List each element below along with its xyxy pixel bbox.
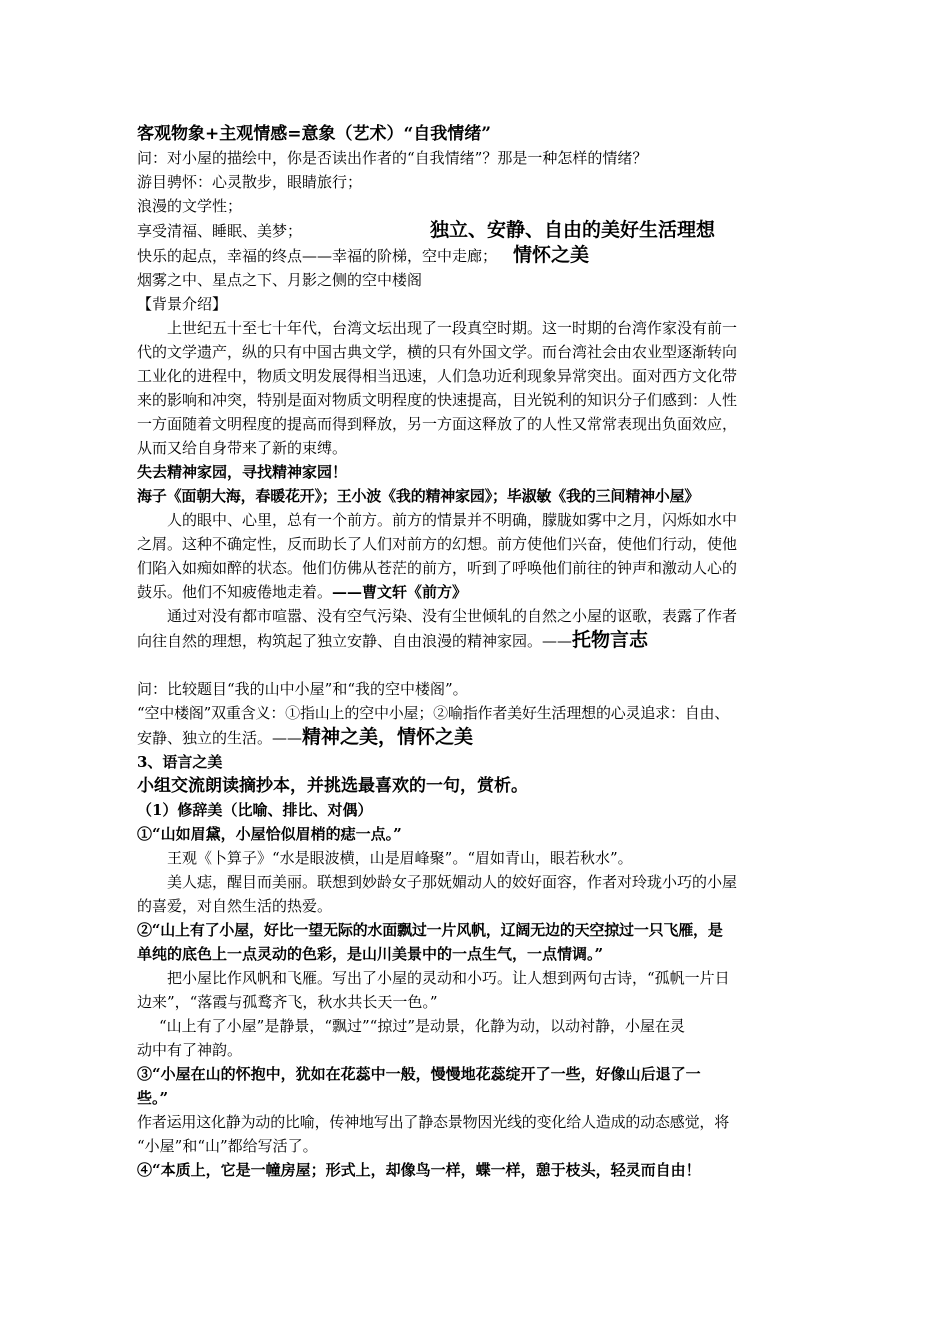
qianfang-line: 们陷入如痴如醉的状态。他们仿佛从苍茫的前方，听到了呼唤他们前往的钟声和激动人心的: [137, 559, 738, 577]
background-line: 代的文学遗产，纵的只有中国古典文学，横的只有外国文学。而台湾社会由农业型逐渐转向: [137, 343, 738, 361]
highlight-ideal: 独立、安静、自由的美好生活理想: [430, 219, 716, 241]
background-title: 【背景介绍】: [137, 295, 228, 313]
highlight-jingshen: 精神之美，情怀之美: [302, 726, 474, 748]
ode-line: [137, 628, 827, 653]
sentence-1-analysis: 王观《卜算子》“水是眼波横，山是眉峰聚”。“眉如青山，眼若秋水”。: [167, 849, 633, 867]
qianfang-last-text: 鼓乐。他们不知疲倦地走着。: [137, 583, 333, 601]
ode-line: 通过对没有都市喧嚣、没有空气污染、没有尘世倾轧的自然之小屋的讴歌，表露了作者: [167, 607, 738, 625]
background-line: 上世纪五十至七十年代，台湾文坛出现了一段真空时期。这一时期的台湾作家没有前一: [167, 319, 738, 337]
sentence-2-quote: ②“山上有了小屋，好比一望无际的水面飘过一片风帆，辽阔无边的天空掠过一只飞雁，是: [137, 921, 723, 939]
lost-home-heading: 失去精神家园，寻找精神家园！: [137, 463, 348, 481]
sentence-2-analysis: 边来”，“落霞与孤鹜齐飞，秋水共长天一色。”: [137, 993, 438, 1011]
blank-line: [137, 653, 827, 677]
qianfang-source: ——曹文轩《前方》: [332, 583, 468, 601]
sentence-1-quote: ①“山如眉黛，小屋恰似眉梢的痣一点。”: [137, 825, 402, 843]
sentence-3-quote: ③“小屋在山的怀抱中，犹如在花蕊中一般，慢慢地花蕊绽开了一些，好像山后退了一: [137, 1065, 701, 1083]
qianfang-line: 之屑。这种不确定性，反而助长了人们对前方的幻想。前方使他们兴奋，使他们行动，使他: [137, 535, 738, 553]
sentence-1-analysis: 的喜爱，对自然生活的热爱。: [137, 897, 333, 915]
heading-imagery-formula: 客观物象+主观情感=意象（艺术）“自我情绪”: [137, 124, 492, 144]
section-3-title: 3、语言之美: [137, 753, 223, 771]
para-xiangshou: [137, 218, 827, 243]
document-page: [137, 122, 827, 1182]
sentence-2-quote: 单纯的底色上一点灵动的色彩，是山川美景中的一点生气，一点情调。”: [137, 945, 604, 963]
sentence-3-quote: 些。”: [137, 1089, 169, 1107]
para-youmu: 游目骋怀：心灵散步，眼睛旅行；: [137, 173, 363, 191]
rhetoric-heading: （1）修辞美（比喻、排比、对偶）: [137, 801, 373, 819]
qianfang-line: 人的眼中、心里，总有一个前方。前方的情景并不明确，朦胧如雾中之月，闪烁如水中: [167, 511, 738, 529]
sentence-1-analysis: 美人痣，醒目而美丽。联想到妙龄女子那妩媚动人的姣好面容，作者对玲珑小巧的小屋: [167, 873, 738, 891]
para-xiangshou-text: 享受清福、睡眠、美梦；: [137, 222, 303, 240]
para-kuaile: [137, 243, 827, 268]
sentence-3-analysis: “小屋”和“山”都给写活了。: [137, 1137, 318, 1155]
ode-line-text: 向往自然的理想，构筑起了独立安静、自由浪漫的精神家园。——: [137, 632, 573, 650]
works-list: 海子《面朝大海，春暖花开》；王小波《我的精神家园》；毕淑敏《我的三间精神小屋》: [137, 487, 700, 505]
background-line: 工业化的进程中，物质文明发展得相当迅速，人们急功近利现象异常突出。面对西方文化带: [137, 367, 738, 385]
kongzhong-line: [137, 725, 827, 750]
sentence-4-quote: ④“本质上，它是一幢房屋；形式上，却像鸟一样，蝶一样，憩于枝头，轻灵而自由！: [137, 1161, 701, 1179]
background-line: 一方面随着文明程度的提高而得到释放，另一方面这释放了的人性又常常表现出负面效应，: [137, 415, 738, 433]
qianfang-last-line: [137, 580, 827, 604]
para-yanwu: 烟雾之中、星点之下、月影之侧的空中楼阁: [137, 271, 423, 289]
background-line: 从而又给自身带来了新的束缚。: [137, 439, 348, 457]
para-kuaile-text: 快乐的起点，幸福的终点——幸福的阶梯，空中走廊；: [137, 247, 498, 265]
para-langman: 浪漫的文学性；: [137, 197, 243, 215]
kongzhong-line-text: 安静、独立的生活。——: [137, 729, 303, 747]
sentence-2-analysis: “山上有了小屋”是静景，“飘过”“掠过”是动景，化静为动，以动衬静，小屋在灵: [159, 1017, 686, 1035]
highlight-qinghuai: 情怀之美: [513, 244, 590, 266]
kongzhong-line: “空中楼阁”双重含义：①指山上的空中小屋；②喻指作者美好生活理想的心灵追求：自由、: [137, 704, 730, 722]
sentence-2-analysis: 把小屋比作风帆和飞雁。写出了小屋的灵动和小巧。让人想到两句古诗，“孤帆一片日: [167, 969, 730, 987]
background-line: 来的影响和冲突，特别是面对物质文明程度的快速提高，目光锐利的知识分子们感到：人性: [137, 391, 738, 409]
highlight-tuowu: 托物言志: [572, 629, 649, 651]
question-self-emotion: 问：对小屋的描绘中，你是否读出作者的“自我情绪”？那是一种怎样的情绪？: [137, 149, 648, 167]
sentence-2-analysis: 动中有了神韵。: [137, 1041, 243, 1059]
question-compare: 问：比较题目“我的山中小屋”和“我的空中楼阁”。: [137, 680, 468, 698]
group-task: 小组交流朗读摘抄本，并挑选最喜欢的一句，赏析。: [137, 776, 528, 796]
sentence-3-analysis: 作者运用这化静为动的比喻，传神地写出了静态景物因光线的变化给人造成的动态感觉，将: [137, 1113, 730, 1131]
